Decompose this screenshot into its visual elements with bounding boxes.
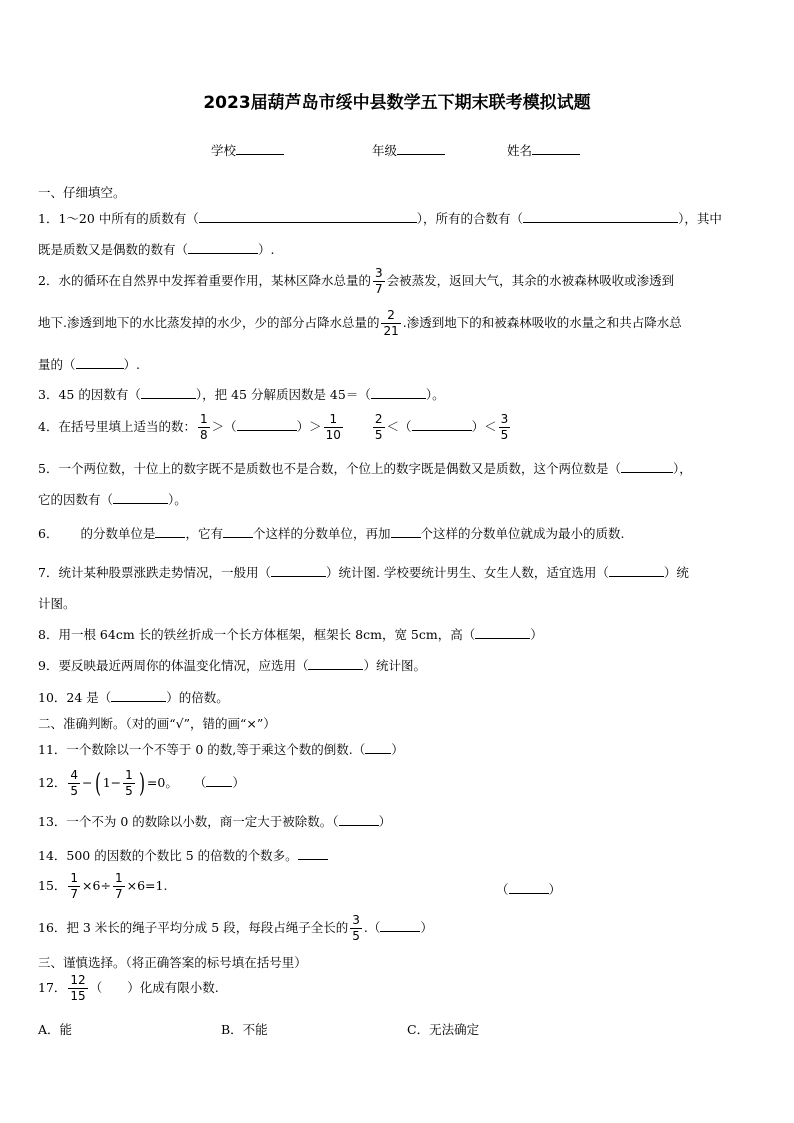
- q1-text-d: 既是质数又是偶数的数有（: [38, 242, 189, 257]
- q7-text-c: ）统: [663, 565, 689, 580]
- question-4: [38, 412, 512, 443]
- q12-one-minus: 1−: [102, 775, 122, 790]
- q12-text-c: ）: [232, 775, 245, 790]
- question-5-line-2: [38, 490, 187, 508]
- q12-fraction-1: [68, 768, 80, 799]
- q5-text-d: ）。: [168, 492, 187, 507]
- question-7-line-2: 计图。: [38, 596, 76, 611]
- q16-f-num: 3: [352, 913, 360, 927]
- q8-text-b: ）: [530, 627, 543, 642]
- q1-text-a: 1．1～20 中所有的质数有（: [38, 211, 199, 226]
- question-2-line-3: [38, 355, 140, 373]
- question-17: [38, 973, 219, 1004]
- q15-f1-den: 7: [70, 887, 79, 901]
- question-10: [38, 688, 229, 706]
- q4-f1-den: 8: [199, 428, 208, 442]
- q16-blank[interactable]: [380, 919, 420, 932]
- q12-equals: =0。: [146, 775, 178, 790]
- q12-blank[interactable]: [206, 774, 232, 787]
- q4-f2-den: 10: [325, 428, 341, 442]
- q12-minus: −: [82, 775, 93, 790]
- q5-blank-factors[interactable]: [113, 491, 168, 504]
- q10-text-a: 10．24 是（: [38, 690, 112, 705]
- question-2-line-1: [38, 266, 674, 297]
- section-1-heading: 一、仔细填空。: [38, 185, 126, 200]
- q12-f2-den: 5: [125, 784, 133, 798]
- q3-text-b: ），把 45 分解质因数是 45＝（: [195, 387, 371, 402]
- q4-text-e: ）＜: [471, 419, 497, 434]
- q6-blank-count[interactable]: [223, 525, 253, 538]
- q3-blank-factors[interactable]: [141, 386, 196, 399]
- question-1-line-1: [38, 209, 722, 227]
- q15-f2-den: 7: [114, 887, 123, 901]
- q15-f2-num: 1: [114, 871, 123, 885]
- question-14: [38, 846, 328, 864]
- q2-text-d: .渗透到地下的和被森林吸收的水量之和共占降水总: [402, 315, 682, 330]
- q2-fraction-1: [373, 266, 385, 297]
- q6-text-b: 的分数单位是: [80, 526, 156, 541]
- q2-text-c: 地下.渗透到地下的水比蒸发掉的水少，少的部分占降水总量的: [38, 315, 380, 330]
- q17-f-num: 12: [70, 973, 86, 987]
- q14-text-a: 14．500 的因数的个数比 5 的倍数的个数多。: [38, 848, 298, 863]
- q10-text-b: ）的倍数。: [166, 690, 229, 705]
- q15-text-a: 15．: [38, 878, 67, 893]
- q16-fraction: [350, 913, 362, 944]
- q15-text-e: ）: [548, 882, 562, 897]
- q4-blank-1[interactable]: [237, 418, 297, 431]
- q1-blank-even-prime[interactable]: [188, 241, 258, 254]
- q15-text-b: ×6÷: [82, 878, 111, 893]
- q14-blank[interactable]: [298, 847, 328, 860]
- q9-blank[interactable]: [308, 657, 363, 670]
- q6-blank-add[interactable]: [391, 525, 421, 538]
- question-6: [38, 524, 624, 542]
- q4-f4-den: 5: [500, 428, 509, 442]
- q5-text-b: ），: [672, 461, 692, 476]
- school-label: 学校: [211, 143, 237, 158]
- q4-f4-num: 3: [500, 412, 509, 426]
- school-field: [211, 141, 284, 159]
- name-label: 姓名: [507, 143, 533, 158]
- q5-blank-number[interactable]: [621, 460, 673, 473]
- q17-option-c[interactable]: C．无法确定: [407, 1022, 480, 1037]
- question-13: [38, 812, 391, 830]
- q4-text-a: 4．在括号里填上适当的数：: [38, 419, 196, 434]
- q7-text-a: 7．统计某种股票涨跌走势情况，一般用（: [38, 565, 271, 580]
- grade-field: [372, 141, 445, 159]
- q4-fraction-3: [373, 412, 385, 443]
- question-11: [38, 740, 404, 758]
- q12-text-a: 12．: [38, 775, 67, 790]
- q10-blank[interactable]: [111, 689, 166, 702]
- q3-text-c: ）。: [425, 387, 445, 402]
- q2-text-f: ）.: [123, 357, 140, 372]
- q16-text-b: .（: [363, 920, 381, 935]
- q1-text-c: ），其中: [678, 211, 722, 226]
- q4-f2-num: 1: [324, 412, 343, 428]
- q15-text-c: ×6=1.: [126, 878, 168, 893]
- q16-f-den: 5: [352, 929, 360, 943]
- q15-f1-num: 1: [70, 871, 79, 885]
- q12-f2-num: 1: [125, 768, 133, 782]
- q12-right-paren: ): [138, 768, 145, 799]
- q5-text-a: 5．一个两位数，十位上的数字既不是质数也不是合数，个位上的数字既是偶数又是质数，这个两位数是（: [38, 461, 621, 476]
- name-field: [507, 141, 580, 159]
- q17-option-a[interactable]: A．能: [38, 1022, 73, 1037]
- q4-text-c: ）＞: [296, 419, 322, 434]
- page-title: 2023届葫芦岛市绥中县数学五下期末联考模拟试题: [203, 93, 591, 113]
- q4-f1-num: 1: [199, 412, 208, 426]
- q2-text-a: 2．水的循环在自然界中发挥着重要作用，某林区降水总量的: [38, 273, 371, 288]
- q2-text-b: 会被蒸发，返回大气，其余的水被森林吸收或渗透到: [386, 273, 675, 288]
- q6-text-d: 个这样的分数单位，再加: [252, 526, 391, 541]
- q4-f3-den: 5: [374, 428, 383, 442]
- q12-text-b: （: [193, 775, 207, 790]
- q2-text-e: 量的（: [38, 357, 76, 372]
- grade-blank[interactable]: [397, 141, 445, 155]
- q6-blank-unit[interactable]: [155, 525, 185, 538]
- q4-fraction-1: [198, 412, 210, 443]
- q4-text-d: ＜（: [386, 419, 412, 434]
- q15-fraction-1: [68, 871, 80, 902]
- q12-f1-num: 4: [70, 768, 79, 782]
- q2-f1-num: 3: [374, 266, 383, 280]
- q6-text-c: ，它有: [185, 526, 223, 541]
- q2-f1-den: 7: [374, 282, 383, 296]
- q2-fraction-2: [381, 308, 400, 339]
- q17-f-den: 15: [70, 989, 86, 1003]
- section-3-heading: 三、谨慎选择。（将正确答案的标号填在括号里）: [38, 955, 307, 970]
- name-blank[interactable]: [532, 141, 580, 155]
- question-1-line-2: [38, 240, 275, 258]
- question-2-line-2: [38, 308, 682, 339]
- q17-text-a: 17．: [38, 980, 67, 995]
- q12-left-paren: (: [94, 768, 101, 799]
- q1-text-b: ），所有的合数有（: [416, 211, 524, 226]
- q17-option-b[interactable]: B．不能: [221, 1022, 268, 1037]
- question-15-answer: [496, 880, 561, 898]
- q9-text-a: 9．要反映最近两周你的体温变化情况，应选用（: [38, 658, 309, 673]
- q7-text-b: ）统计图. 学校要统计男生、女生人数，适宜选用（: [325, 565, 609, 580]
- q2-f2-num: 2: [381, 308, 400, 324]
- q11-text-b: ）: [391, 742, 404, 757]
- q13-text-a: 13．一个不为 0 的数除以小数，商一定大于被除数。（: [38, 814, 339, 829]
- q7-blank-stock[interactable]: [271, 564, 326, 577]
- q17-text-b: （ ）化成有限小数.: [89, 980, 219, 995]
- q4-fraction-4: [499, 412, 511, 443]
- q1-blank-composites[interactable]: [523, 210, 678, 223]
- q1-blank-primes[interactable]: [199, 210, 417, 223]
- q11-text-a: 11．一个数除以一个不等于 0 的数,等于乘这个数的倒数.（: [38, 742, 366, 757]
- question-16: [38, 913, 433, 944]
- q15-blank[interactable]: [509, 881, 549, 894]
- q15-text-d: （: [496, 882, 509, 897]
- question-5-line-1: [38, 459, 692, 477]
- q8-text-a: 8．用一根 64cm 长的铁丝折成一个长方体框架，框架长 8cm，宽 5cm，高（: [38, 627, 476, 642]
- q9-text-b: ）统计图。: [363, 658, 426, 673]
- question-15: [38, 871, 167, 902]
- q11-blank[interactable]: [365, 741, 391, 754]
- school-blank[interactable]: [236, 141, 284, 155]
- q16-text-c: ）: [420, 920, 433, 935]
- q3-text-a: 3．45 的因数有（: [38, 387, 141, 402]
- question-9: [38, 656, 426, 674]
- q16-text-a: 16．把 3 米长的绳子平均分成 5 段，每段占绳子全长的: [38, 920, 349, 935]
- q4-blank-2[interactable]: [412, 418, 472, 431]
- q12-f1-den: 5: [70, 784, 79, 798]
- question-3: [38, 385, 445, 403]
- question-8: [38, 625, 543, 643]
- grade-label: 年级: [372, 143, 398, 158]
- section-2-heading: 二、准确判断。（对的画“√”，错的画“×”）: [38, 716, 276, 731]
- q4-f3-num: 2: [374, 412, 383, 426]
- q15-fraction-2: [113, 871, 125, 902]
- question-7-line-1: [38, 563, 689, 581]
- q12-fraction-2: [123, 768, 135, 799]
- q17-fraction: [68, 973, 87, 1004]
- q7-blank-students[interactable]: [609, 564, 664, 577]
- q13-blank[interactable]: [339, 813, 379, 826]
- q6-text-a: 6．: [38, 526, 59, 541]
- q13-text-b: ）: [378, 814, 392, 829]
- q6-text-e: 个这样的分数单位就成为最小的质数.: [420, 526, 625, 541]
- q4-text-b: ＞（: [211, 419, 237, 434]
- q1-text-e: ）.: [258, 242, 275, 257]
- q4-fraction-2: [324, 412, 343, 443]
- q2-blank[interactable]: [76, 356, 124, 369]
- q2-f2-den: 21: [383, 324, 399, 338]
- q3-blank-prime-factorization[interactable]: [371, 386, 426, 399]
- q8-blank[interactable]: [475, 626, 530, 639]
- q5-text-c: 它的因数有（: [38, 492, 114, 507]
- question-12: [38, 768, 245, 799]
